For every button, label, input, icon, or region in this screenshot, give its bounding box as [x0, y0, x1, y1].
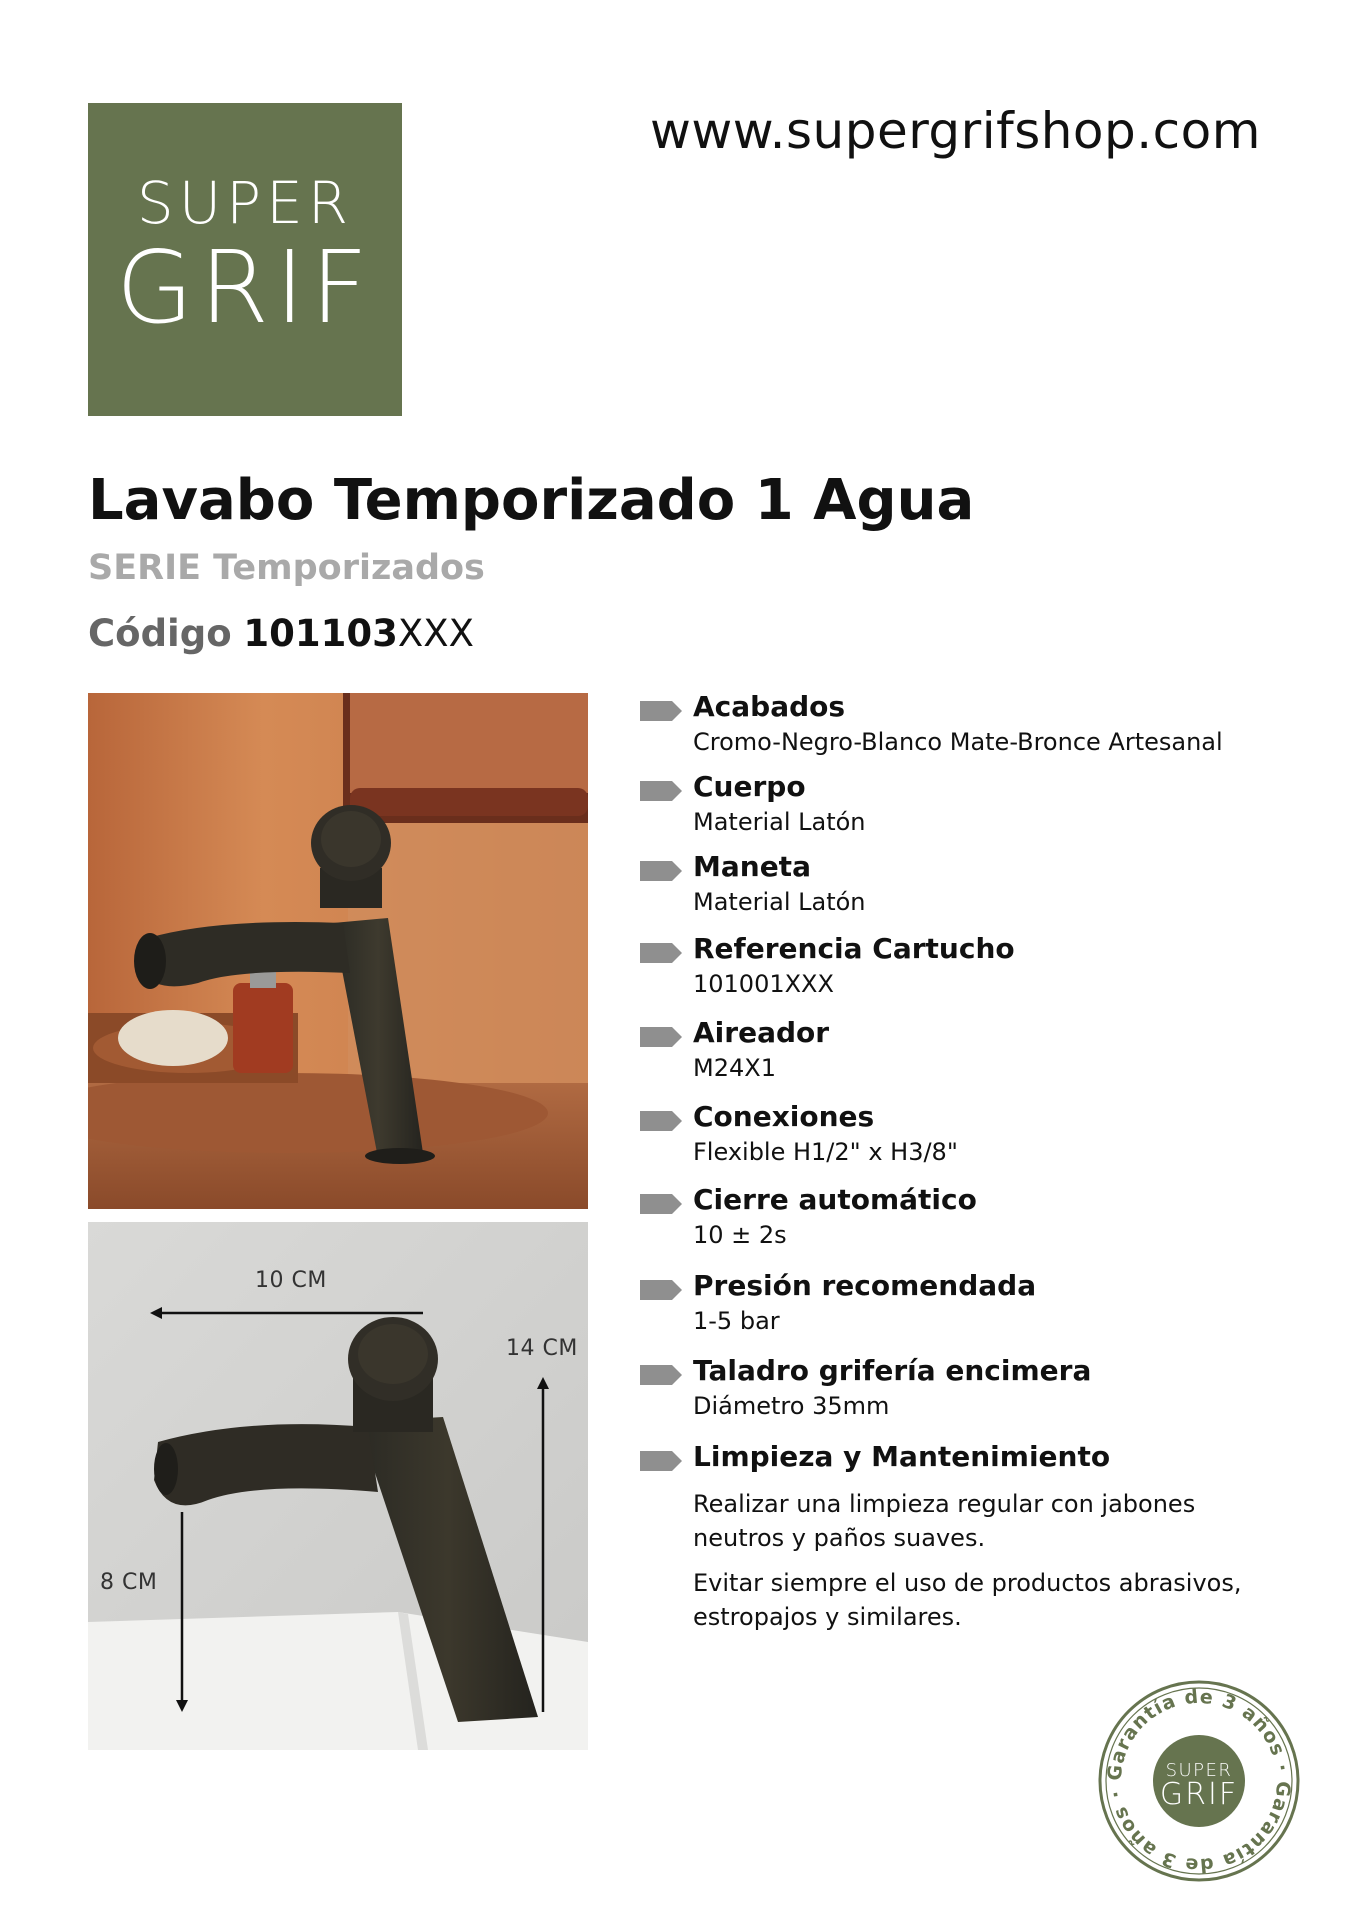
badge-ring-text: Garantía de 3 años · Garantía de 3 años · — [1103, 1685, 1295, 1877]
arrow-icon — [640, 1111, 682, 1131]
spec-name: Cierre automático — [693, 1183, 977, 1216]
arrow-icon — [640, 1365, 682, 1385]
arrow-icon — [640, 1451, 682, 1471]
code-label: Código — [88, 612, 232, 655]
spec-name: Cuerpo — [693, 770, 806, 803]
spec-value: Diámetro 35mm — [693, 1392, 890, 1420]
spec-name: Conexiones — [693, 1100, 875, 1133]
arrow-icon — [640, 1027, 682, 1047]
maintenance-paragraph-1: Realizar una limpieza regular con jabones neutros y paños suaves. — [693, 1490, 1196, 1552]
maintenance-paragraph-2: Evitar siempre el uso de productos abrasivos, estropajos y similares. — [693, 1569, 1242, 1631]
dimension-height-label: 14 CM — [506, 1336, 578, 1361]
code-number: 101103 — [243, 612, 398, 655]
spec-value: 1-5 bar — [693, 1307, 780, 1335]
spec-name: Taladro grifería encimera — [693, 1354, 1092, 1387]
product-title: Lavabo Temporizado 1 Agua — [88, 468, 975, 533]
logo-text-super: SUPER — [136, 168, 354, 237]
arrow-icon — [640, 1194, 682, 1214]
spec-value: Cromo-Negro-Blanco Mate-Bronce Artesanal — [693, 728, 1223, 756]
arrow-icon — [640, 861, 682, 881]
product-photo-dimensions — [88, 1222, 588, 1750]
spec-name: Acabados — [693, 690, 846, 723]
spec-name: Maneta — [693, 850, 811, 883]
product-serie: SERIE Temporizados — [88, 548, 485, 588]
spec-name: Aireador — [693, 1016, 830, 1049]
spec-value: M24X1 — [693, 1054, 776, 1082]
spec-name: Limpieza y Mantenimiento — [693, 1440, 1111, 1473]
badge-logo-grif: GRIF — [1159, 1777, 1239, 1812]
spec-value: Flexible H1/2" x H3/8" — [693, 1138, 958, 1166]
website-url[interactable]: www.supergrifshop.com — [650, 102, 1261, 160]
spec-value: Material Latón — [693, 808, 866, 836]
arrow-icon — [640, 701, 682, 721]
arrow-icon — [640, 781, 682, 801]
product-photo-ambient — [88, 693, 588, 1209]
arrow-icon — [640, 943, 682, 963]
arrow-icon — [640, 1280, 682, 1300]
logo-text-grif: GRIF — [116, 228, 374, 346]
dimension-width-label: 10 CM — [255, 1268, 327, 1293]
brand-logo — [88, 103, 402, 416]
badge-logo-super: SUPER — [1165, 1760, 1233, 1781]
spec-value: 101001XXX — [693, 970, 834, 998]
spec-value: Material Latón — [693, 888, 866, 916]
spec-name: Referencia Cartucho — [693, 932, 1015, 965]
product-code — [88, 612, 474, 655]
spec-name: Presión recomendada — [693, 1269, 1037, 1302]
dimension-spout-label: 8 CM — [100, 1570, 158, 1595]
spec-value: 10 ± 2s — [693, 1221, 787, 1249]
code-suffix: XXX — [397, 612, 474, 655]
guarantee-badge — [1098, 1680, 1300, 1882]
